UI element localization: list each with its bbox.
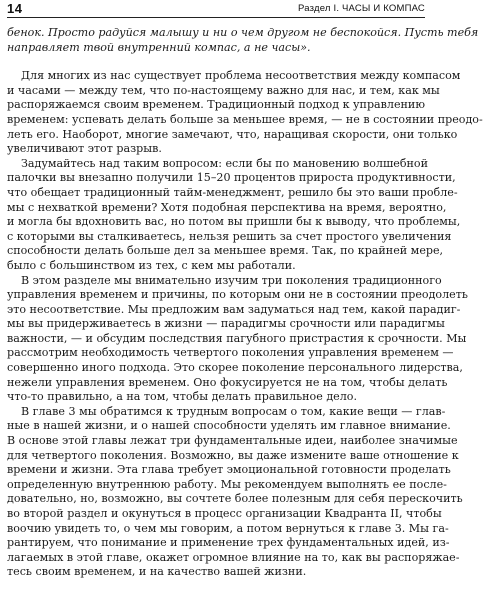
text-line: тесь своим временем, и на качество вашей жизни. (7, 565, 307, 579)
text-line: управления временем и причины, по которым они не в состоянии преодолеть (7, 288, 468, 302)
text-line: В основе этой главы лежат три фундаментальные идеи, наиболее значимые (7, 434, 458, 448)
epigraph-quote (7, 26, 479, 55)
text-line: совершенно иного подхода. Это скорее поколение персонального лидерства, (7, 361, 463, 375)
text-line: и могла бы вдохновить вас, но потом вы пришли бы к выводу, что проблемы, (7, 215, 461, 229)
text-line: что-то правильно, а на том, чтобы делать правильное дело. (7, 390, 357, 404)
text-line: для четвертого поколения. Возможно, вы даже измените ваше отношение к (7, 448, 459, 462)
running-header (7, 0, 425, 18)
paragraph-2 (7, 156, 461, 274)
text-line: мы вы придерживаетесь в жизни — парадигмы срочности или парадигмы (7, 317, 445, 331)
quote-line: бенок. Просто радуйся малышу и ни о чем другом не беспокойся. Пусть тебя (7, 26, 479, 39)
section-title: Раздел I. ЧАСЫ И КОМПАС (298, 3, 425, 14)
text-line: довательно, но, возможно, вы сочтете более полезным для себя перескочить (7, 492, 463, 506)
text-line: рассмотрим необходимость четвертого поколения управления временем — (7, 346, 454, 360)
text-line: палочки вы внезапно получили 15–20 процентов прироста продуктивности, (7, 171, 456, 185)
text-line: мы с нехваткой времени? Хотя подобная перспектива на время, вероятно, (7, 200, 447, 214)
text-line: и часами — между тем, что по-настоящему важно для нас, и тем, как мы (7, 83, 440, 97)
body-text (7, 26, 483, 598)
quote-line: направляет твой внутренний компас, а не часы». (7, 40, 311, 54)
text-line: определенную внутреннюю работу. Мы рекомендуем выполнять ее после- (7, 477, 447, 491)
paragraph-gap (7, 55, 425, 69)
text-line: Для многих из нас существует проблема несоответствия между компасом (21, 69, 461, 83)
text-line: лагаемых в этой главе, окажет огромное влияние на то, как вы распоряжае- (7, 550, 460, 564)
text-line: способности делать больше дел за меньшее время. Так, по крайней мере, (7, 244, 444, 258)
text-line: это несоответствие. Мы предложим вам задуматься над тем, какой парадиг- (7, 302, 461, 316)
text-line: леть его. Наоборот, многие замечают, что, наращивая скорости, они только (7, 127, 458, 141)
paragraph-1 (7, 69, 483, 157)
paragraph-4 (7, 404, 463, 580)
page-number: 14 (7, 1, 23, 16)
text-line: было с большинством из тех, с кем мы работали. (7, 258, 296, 272)
text-line: распоряжаемся своим временем. Традиционный подход к управлению (7, 98, 425, 112)
text-line: увеличивают этот разрыв. (7, 142, 162, 156)
text-line: В главе 3 мы обратимся к трудным вопросам о том, какие вещи — глав- (21, 404, 446, 418)
text-line: нежели управления временем. Оно фокусируется не на том, чтобы делать (7, 375, 448, 389)
text-line: рантируем, что понимание и применение трех фундаментальных идей, из- (7, 536, 450, 550)
text-line: важности, — и обсудим последствия пагубного пристрастия к срочности. Мы (7, 331, 467, 345)
text-line: воочию увидеть то, о чем мы говорим, а потом вернуться к главе 3. Мы га- (7, 521, 449, 535)
text-line: во второй раздел и окунуться в процесс организации Квадранта II, чтобы (7, 507, 442, 520)
text-line: ные в нашей жизни, и о нашей способности уделять им главное внимание. (7, 419, 451, 433)
text-line: Задумайтесь над таким вопросом: если бы по мановению волшебной (21, 156, 428, 170)
text-line: В этом разделе мы внимательно изучим три поколения традиционного (21, 273, 442, 287)
text-line: что обещает традиционный тайм-менеджмент, решило бы это ваши пробле- (7, 185, 458, 199)
text-line: с которыми вы сталкиваетесь, нельзя решить за счет простого увеличения (7, 229, 452, 243)
text-line: времени и жизни. Эта глава требует эмоциональной готовности проделать (7, 463, 451, 477)
paragraph-3 (7, 273, 468, 405)
text-line: временем: успевать делать больше за меньшее время, — не в состоянии преодо- (7, 112, 483, 126)
